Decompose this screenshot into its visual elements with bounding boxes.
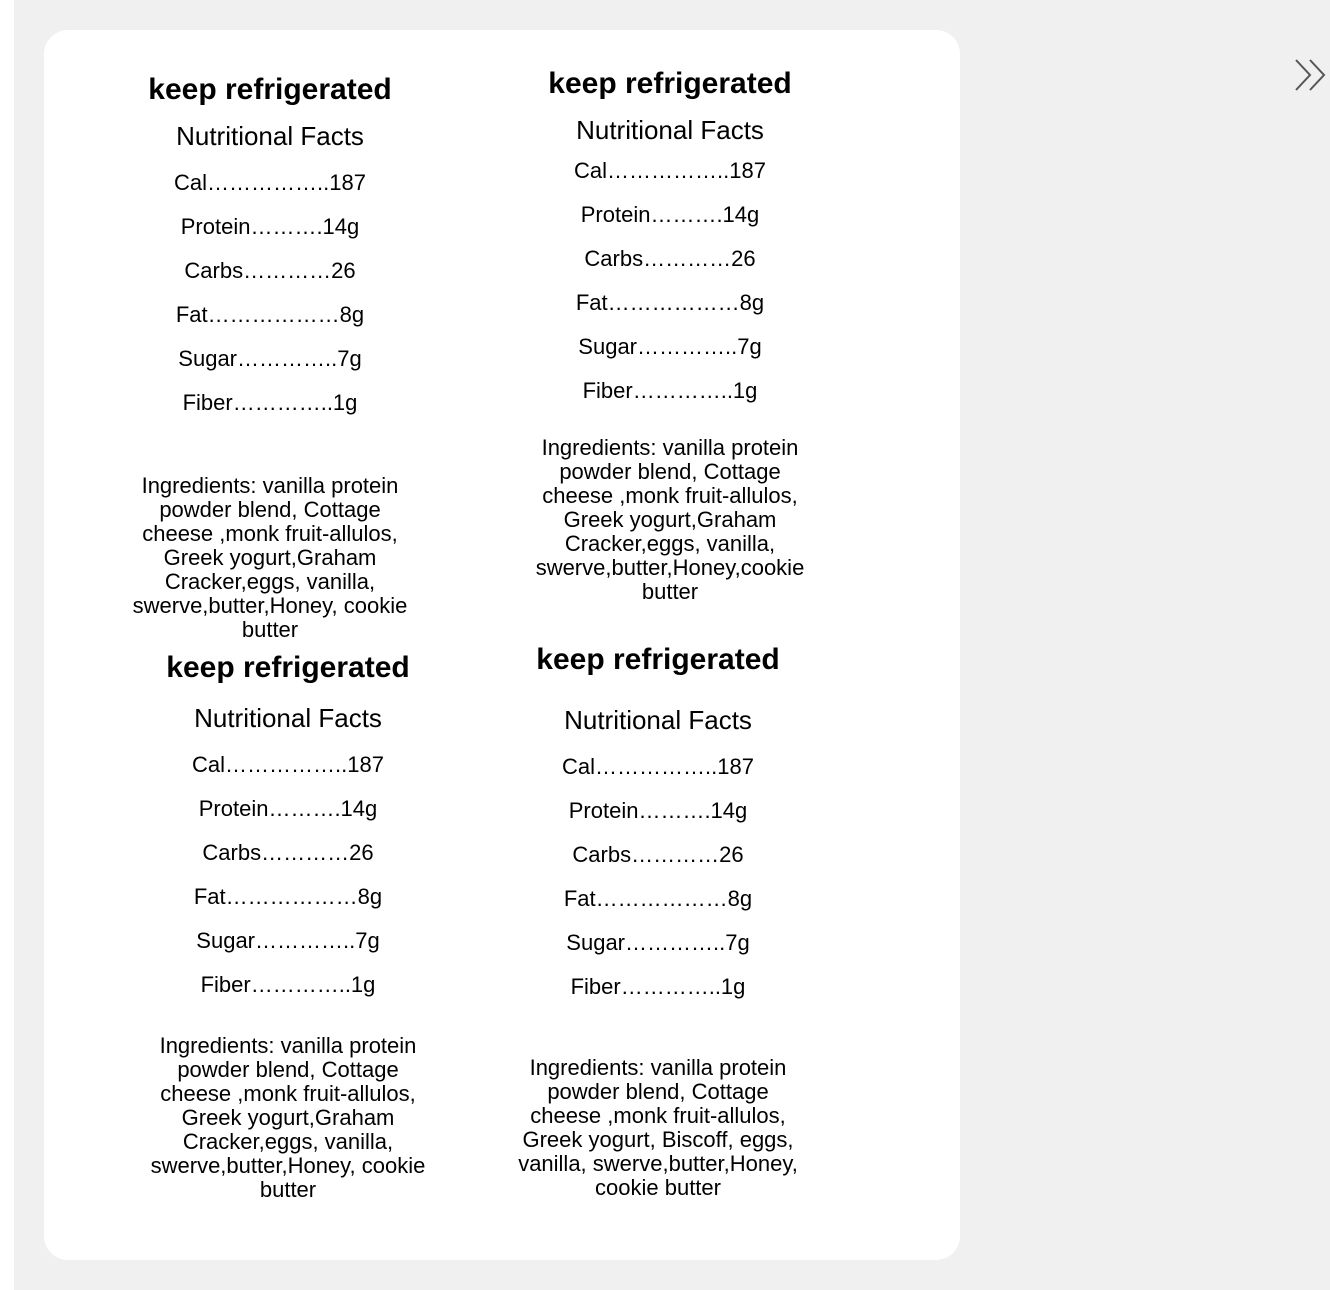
fact-sugar: Sugar…………..7g (566, 930, 750, 955)
nutrition-facts-list (88, 746, 488, 1010)
double-chevron-right-icon[interactable] (1292, 56, 1330, 94)
label-subheading: Nutritional Facts (194, 703, 382, 733)
fact-protein: Protein……….14g (198, 796, 378, 821)
label-heading: keep refrigerated (148, 73, 392, 106)
fact-calories: Cal……………..187 (174, 170, 366, 195)
ingredients-text: Ingredients: vanilla protein powder blend, Cottage cheese ,monk fruit-allulos, Greek yogurt, Biscoff, eggs, vanilla, swerve,butter,Honey, cookie butter (518, 1055, 798, 1200)
nutrition-label-top-right (470, 66, 870, 604)
fact-fiber: Fiber…………..1g (570, 974, 746, 999)
nutrition-facts-list (70, 164, 470, 428)
label-heading: keep refrigerated (548, 67, 792, 100)
ingredients-text: Ingredients: vanilla protein powder blend, Cottage cheese ,monk fruit-allulos, Greek yogurt,Graham Cracker,eggs, vanilla, swerve,butter,Honey,cookie butter (535, 435, 805, 604)
fact-carbs: Carbs…………26 (584, 246, 756, 271)
label-heading: keep refrigerated (166, 651, 410, 684)
fact-calories: Cal……………..187 (192, 752, 384, 777)
fact-fiber: Fiber…………..1g (182, 390, 358, 415)
fact-fat: Fat………………8g (175, 302, 365, 327)
fact-calories: Cal……………..187 (562, 754, 754, 779)
ingredients-text: Ingredients: vanilla protein powder blend, Cottage cheese ,monk fruit-allulos, Greek yogurt,Graham Cracker,eggs, vanilla, swerve,butter,Honey, cookie butter (132, 473, 408, 642)
fact-sugar: Sugar…………..7g (578, 334, 762, 359)
label-heading: keep refrigerated (536, 643, 780, 676)
fact-fiber: Fiber…………..1g (582, 378, 758, 403)
nutrition-label-bottom-right (458, 642, 858, 1200)
fact-sugar: Sugar…………..7g (196, 928, 380, 953)
fact-protein: Protein……….14g (580, 202, 760, 227)
fact-fiber: Fiber…………..1g (200, 972, 376, 997)
nutrition-label-top-left (70, 72, 470, 642)
fact-protein: Protein……….14g (568, 798, 748, 823)
fact-fat: Fat………………8g (575, 290, 765, 315)
label-subheading: Nutritional Facts (564, 705, 752, 735)
fact-carbs: Carbs…………26 (184, 258, 356, 283)
nutrition-label-bottom-left (88, 650, 488, 1202)
fact-protein: Protein……….14g (180, 214, 360, 239)
double-chevron-right-glyph (1292, 56, 1330, 94)
fact-calories: Cal……………..187 (574, 158, 766, 183)
fact-carbs: Carbs…………26 (202, 840, 374, 865)
label-subheading: Nutritional Facts (576, 115, 764, 145)
fact-fat: Fat………………8g (193, 884, 383, 909)
label-sheet-card (44, 30, 960, 1260)
label-subheading: Nutritional Facts (176, 121, 364, 151)
fact-carbs: Carbs…………26 (572, 842, 744, 867)
nutrition-facts-list (458, 748, 858, 1012)
fact-fat: Fat………………8g (563, 886, 753, 911)
fact-sugar: Sugar…………..7g (178, 346, 362, 371)
nutrition-facts-list (470, 152, 870, 416)
ingredients-text: Ingredients: vanilla protein powder blend, Cottage cheese ,monk fruit-allulos, Greek yogurt,Graham Cracker,eggs, vanilla, swerve,butter,Honey, cookie butter (150, 1033, 426, 1202)
